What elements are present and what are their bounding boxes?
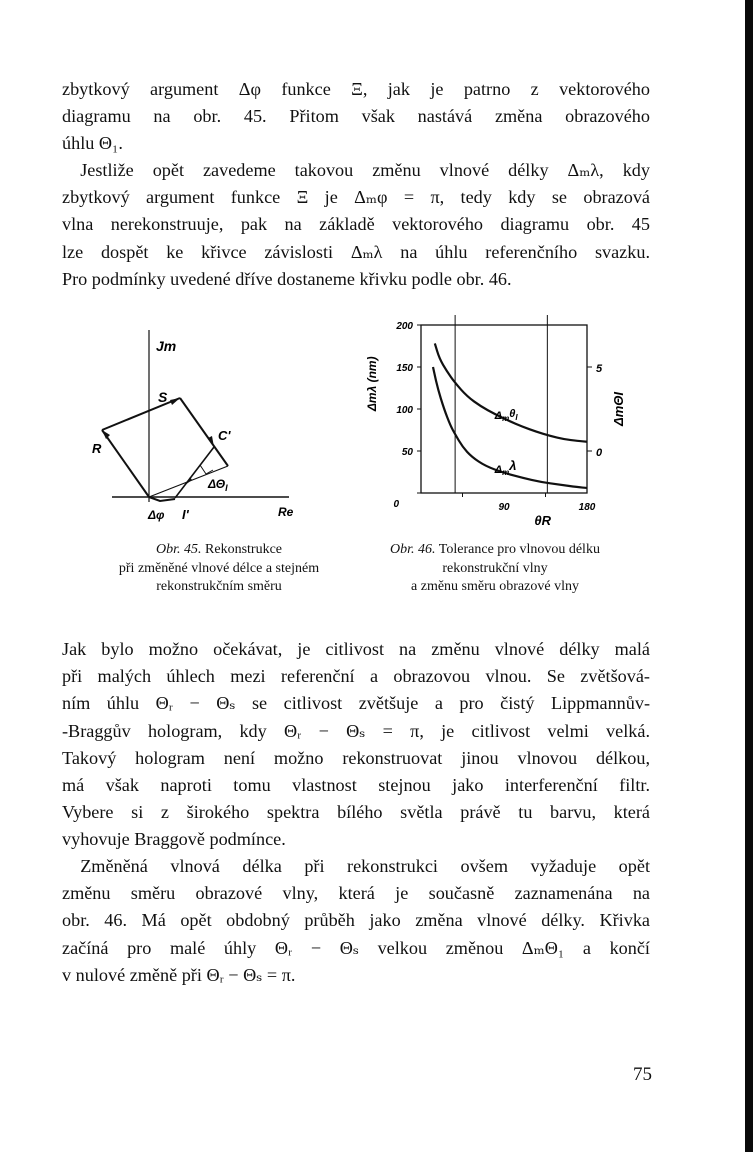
figure-46-caption-line-2: rekonstrukční vlny [442, 560, 548, 576]
label-R: R [92, 441, 102, 456]
text-line: při malých úhlech mezi referenční a obrazovou vlnou. Se zvětšová- [62, 666, 650, 687]
y-tick-label: 50 [401, 447, 413, 458]
figure-45-caption-label: Obr. 45. [156, 542, 202, 557]
page-number: 75 [633, 1064, 652, 1085]
label-Re: Re [278, 505, 294, 519]
figure-46-chart [340, 310, 660, 540]
figure-45-caption-line-1: Rekonstrukce [201, 542, 282, 557]
x-axis-title: θR [534, 513, 552, 528]
text-line: Jak bylo možno očekávat, je citlivost na změnu vlnové délky malá [62, 639, 650, 659]
vector-C-arrowhead [208, 436, 214, 447]
text-line: změnu směru obrazové vlny, která je současně zaznamenána na [62, 883, 650, 904]
figure-45-caption [88, 541, 350, 597]
text-line: Takový hologram není možno rekonstruovat jinou vlnovou délkou, [62, 747, 650, 768]
text-line: zbytkový argument funkce Ξ je Δₘφ = π, tedy kdy se obrazová [62, 187, 650, 208]
y-right-axis-title: ΔmΘI [611, 391, 626, 427]
text-line: Změněná vlnová délka při rekonstrukci ovšem vyžaduje opět [62, 856, 650, 876]
figure-45-caption-line-2: při změněné vlnové délce a stejném [118, 560, 320, 576]
figure-45-vector-diagram [80, 320, 360, 540]
paragraph-1 [62, 76, 650, 158]
series-line-0 [435, 343, 587, 441]
series-label-delta-theta: Δmθ$_I$ [494, 408, 518, 424]
text-line: má však naproti tomu vlastnost stejnou jako interferenční filtr. [62, 775, 650, 796]
y-tick-label: 150 [396, 363, 413, 374]
text-line: Pro podmínky uvedené dříve dostaneme křivku podle obr. 46. [62, 268, 512, 289]
y-tick-label: 0 [393, 499, 399, 510]
figure-46-caption-label: Obr. 46. [390, 542, 436, 557]
text-line: lze dospět ke křivce závislosti Δₘλ na úhlu referenčního svazku. [62, 241, 650, 262]
text-line: v nulové změně při Θᵣ − Θₛ = π. [62, 964, 296, 985]
x-tick-label: 90 [498, 502, 510, 513]
text-line: ním úhlu Θᵣ − Θₛ se citlivost zvětšuje a pro čistý Lippmannův- [62, 693, 650, 714]
figure-46-caption-line-1: Tolerance pro vlnovou délku [435, 542, 600, 557]
paragraph-2 [62, 157, 650, 293]
text-line: Vybere si z širokého spektra bílého světla právě tu barvu, která [62, 802, 650, 823]
label-delta-theta: $\Delta\Theta_I$ [208, 477, 228, 493]
y-tick-label: 200 [396, 321, 413, 332]
text-line: diagramu na obr. 45. Přitom však nastává změna obrazového [62, 106, 650, 127]
series-label-delta-lambda: Δmλ [494, 457, 517, 477]
text-line: vyhovuje Braggově podmínce. [62, 829, 286, 850]
text-line: -Braggův hologram, kdy Θᵣ − Θₛ = π, je citlivost velmi velká. [62, 720, 650, 741]
label-C-prime: C' [218, 428, 231, 443]
text-line: vlna nerekonstruuje, pak na základě vektorového diagramu obr. 45 [62, 214, 650, 235]
text-line: začíná pro malé úhly Θᵣ − Θₛ velkou změnou ΔₘΘ₁ a končí [62, 937, 650, 958]
text-line: Jestliže opět zavedeme takovou změnu vlnové délky Δₘλ, kdy [62, 160, 650, 180]
figure-46-caption [350, 541, 640, 597]
label-S: S [158, 389, 168, 405]
vector-S-arrowhead [170, 398, 180, 405]
x-tick-label: 180 [578, 502, 596, 513]
paragraph-4 [62, 853, 650, 989]
y-tick-label: 100 [396, 405, 413, 416]
label-delta-phi: Δφ [148, 508, 165, 522]
label-I-prime: I' [182, 507, 189, 522]
vector-R-arrowhead [102, 430, 110, 439]
figure-45-caption-line-3: rekonstrukčním směru [156, 579, 282, 594]
text-line: zbytkový argument Δφ funkce Ξ, jak je patrno z vektorového [62, 79, 650, 99]
page-binding-edge [745, 0, 753, 1152]
paragraph-3 [62, 636, 650, 854]
vector-R [102, 430, 149, 497]
text-line: obr. 46. Má opět obdobný průběh jako změna vlnové délky. Křivka [62, 910, 650, 931]
y-right-tick-label: 5 [596, 363, 603, 375]
figure-46-caption-line-3: a změnu směru obrazové vlny [411, 579, 579, 594]
vector-S [102, 398, 180, 430]
y-axis-title: Δmλ (nm) [365, 356, 379, 412]
text-line: úhlu Θ₁. [62, 133, 123, 154]
y-right-tick-label: 0 [596, 447, 603, 459]
label-Jm: Jm [156, 338, 177, 354]
